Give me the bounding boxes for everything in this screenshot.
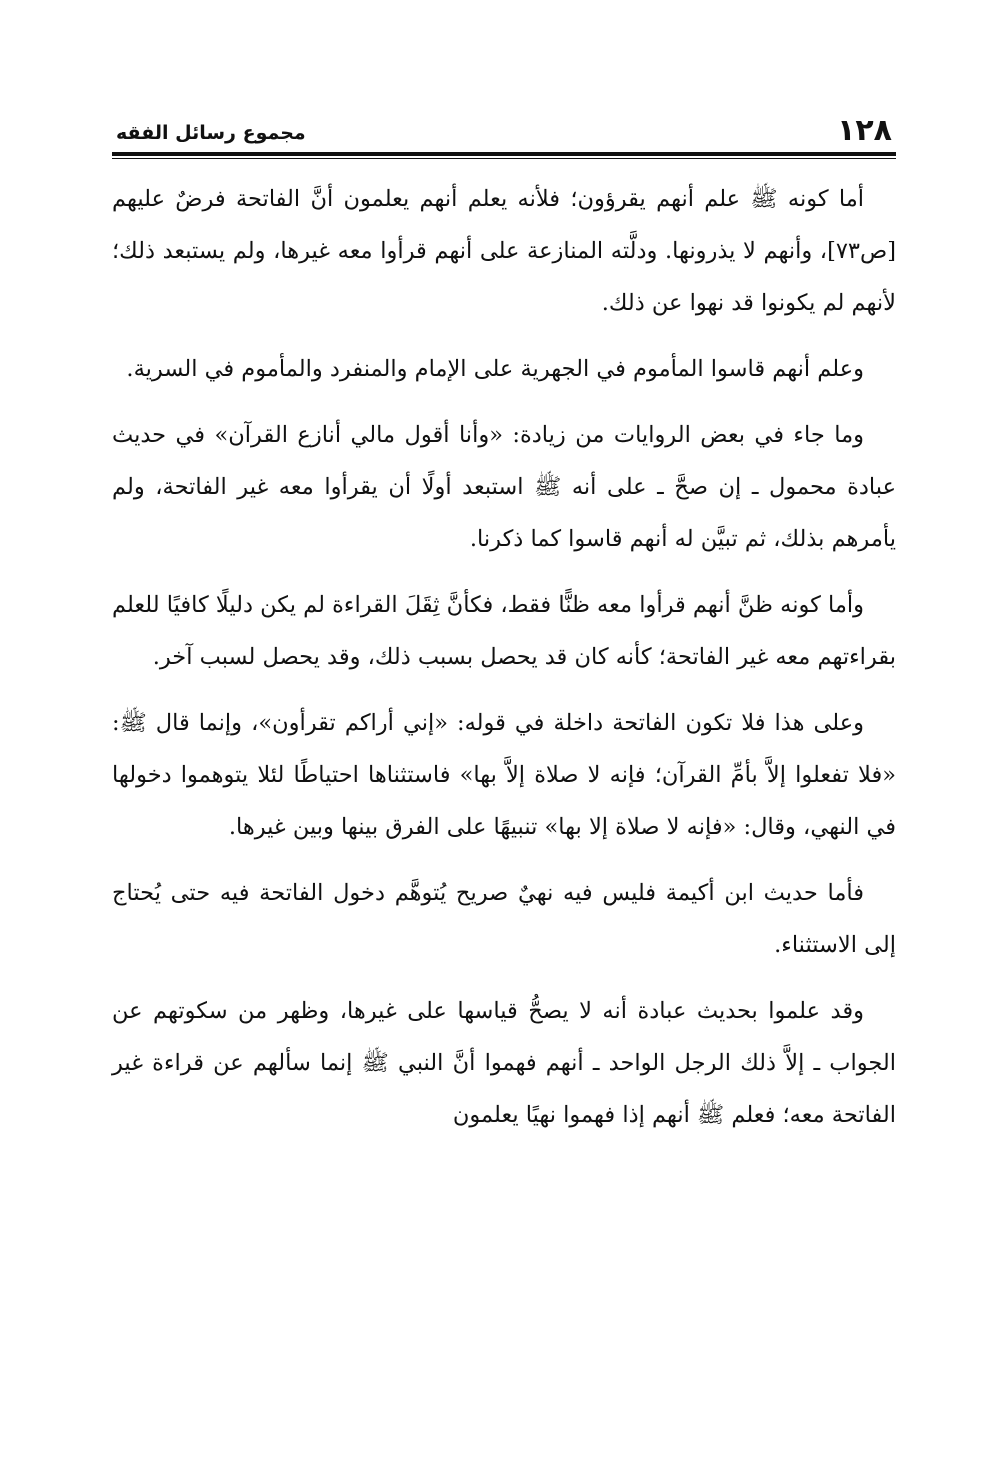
paragraph: فأما حديث ابن أكيمة فليس فيه نهيٌ صريح يُتوهَّم دخول الفاتحة فيه حتى يُحتاج إلى الاستثناء. bbox=[112, 880, 896, 958]
book-page bbox=[112, 108, 896, 1155]
paragraph: وما جاء في بعض الروايات من زيادة: «وأنا أقول مالي أنازع القرآن» في حديث عبادة محمول ـ إن صحَّ ـ على أنه ﷺ استبعد أولًا أن يقرأوا معه غير الفاتحة، ولم يأمرهم بذلك، ثم تبيَّن له أنهم قاسوا كما ذكرنا. bbox=[112, 422, 896, 552]
page-number: ١٢٨ bbox=[837, 113, 892, 148]
paragraph: أما كونه ﷺ علم أنهم يقرؤون؛ فلأنه يعلم أنهم يعلمون أنَّ الفاتحة فرضٌ عليهم [ص٧٣]، وأنهم لا يذرونها. ودلَّته المنازعة على أنهم قرأوا معه غيرها، ولم يستبعد ذلك؛ لأنهم لم يكونوا قد نهوا عن ذلك. bbox=[112, 186, 896, 316]
paragraph: وعلم أنهم قاسوا المأموم في الجهرية على الإمام والمنفرد والمأموم في السرية. bbox=[126, 356, 864, 382]
paragraph: وأما كونه ظنَّ أنهم قرأوا معه ظنًّا فقط، فكأنَّ ثِقَلَ القراءة لم يكن دليلًا كافيًا للعلم بقراءتهم معه غير الفاتحة؛ كأنه كان قد يحصل بسبب ذلك، وقد يحصل لسبب آخر. bbox=[112, 592, 896, 670]
body-text bbox=[112, 173, 896, 1141]
header-rule bbox=[112, 152, 896, 159]
page-header bbox=[112, 108, 896, 146]
running-title: مجموع رسائل الفقه bbox=[116, 122, 306, 144]
paragraph: وقد علموا بحديث عبادة أنه لا يصحُّ قياسها على غيرها، وظهر من سكوتهم عن الجواب ـ إلاَّ ذلك الرجل الواحد ـ أنهم فهموا أنَّ النبي ﷺ إنما سألهم عن قراءة غير الفاتحة معه؛ فعلم ﷺ أنهم إذا فهموا نهيًا يعلمون bbox=[112, 998, 896, 1128]
paragraph: وعلى هذا فلا تكون الفاتحة داخلة في قوله: «إني أراكم تقرأون»، وإنما قال ﷺ: «فلا تفعلوا إلاَّ بأمِّ القرآن؛ فإنه لا صلاة إلاَّ بها» فاستثناها احتياطًا لئلا يتوهموا دخولها في النهي، وقال: «فإنه لا صلاة إلا بها» تنبيهًا على الفرق بينها وبين غيرها. bbox=[112, 710, 896, 840]
